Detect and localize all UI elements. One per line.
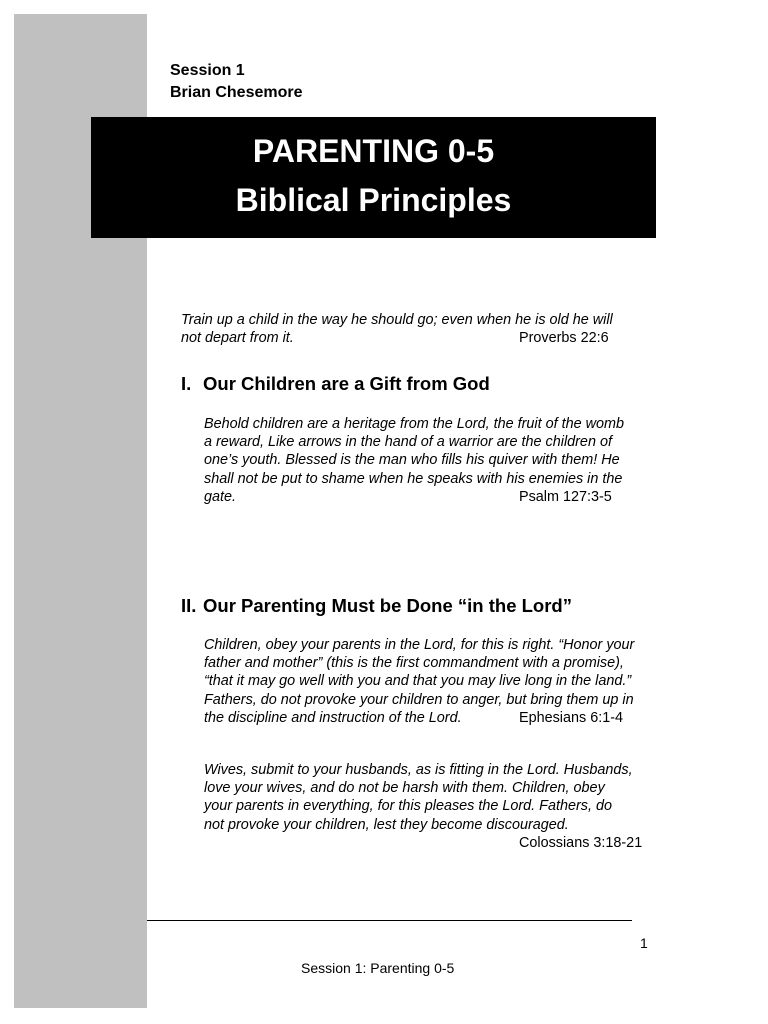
header-meta <box>170 60 303 104</box>
quote-line: Fathers, do not provoke your children to anger, but bring them up in <box>204 691 634 708</box>
quote-line: a reward, Like arrows in the hand of a warrior are the children of <box>204 434 612 451</box>
section-heading-1 <box>181 372 490 396</box>
quote-line: shall not be put to shame when he speaks with his enemies in the <box>204 470 623 487</box>
quote-line: not depart from it. <box>181 330 294 347</box>
quote-line: “that it may go well with you and that you may live long in the land.” <box>204 673 632 690</box>
document-title: PARENTING 0-5 <box>252 133 495 169</box>
quote-line: the discipline and instruction of the Lord. <box>204 709 462 726</box>
author-name: Brian Chesemore <box>170 84 303 101</box>
quote-line: your parents in everything, for this pleases the Lord. Fathers, do <box>204 798 612 815</box>
quote-psalm <box>204 415 659 506</box>
footer-text: Session 1: Parenting 0-5 <box>301 960 455 976</box>
section-number: I. <box>181 373 192 394</box>
scripture-reference: Proverbs 22:6 <box>519 330 609 347</box>
document-subtitle: Biblical Principles <box>235 182 512 218</box>
section-number: II. <box>181 595 197 616</box>
quote-line: Wives, submit to your husbands, as is fitting in the Lord. Husbands, <box>204 762 633 778</box>
title-banner <box>91 117 656 238</box>
quote-line: father and mother” (this is the first commandment with a promise), <box>204 655 624 672</box>
quote-line: Train up a child in the way he should go; even when he is old he will <box>181 312 613 328</box>
scripture-reference: Psalm 127:3-5 <box>519 488 612 505</box>
page-number: 1 <box>640 935 648 951</box>
quote-line: one’s youth. Blessed is the man who fills his quiver with them! He <box>204 452 620 469</box>
quote-line: love your wives, and do not be harsh with them. Children, obey <box>204 780 605 797</box>
intro-quote <box>181 311 651 347</box>
quote-colossians <box>204 761 664 851</box>
session-label: Session 1 <box>170 62 245 79</box>
quote-line: gate. <box>204 488 237 505</box>
footer-divider <box>147 920 632 921</box>
quote-ephesians <box>204 636 664 727</box>
section-heading-2 <box>181 594 572 618</box>
section-title: Our Children are a Gift from God <box>203 373 490 394</box>
scripture-reference: Colossians 3:18-21 <box>519 834 643 851</box>
quote-line: not provoke your children, lest they become discouraged. <box>204 816 569 833</box>
quote-line: Children, obey your parents in the Lord, for this is right. “Honor your <box>204 637 635 653</box>
quote-line: Behold children are a heritage from the Lord, the fruit of the womb <box>204 416 624 432</box>
scripture-reference: Ephesians 6:1-4 <box>519 709 624 726</box>
section-title: Our Parenting Must be Done “in the Lord” <box>203 595 572 616</box>
